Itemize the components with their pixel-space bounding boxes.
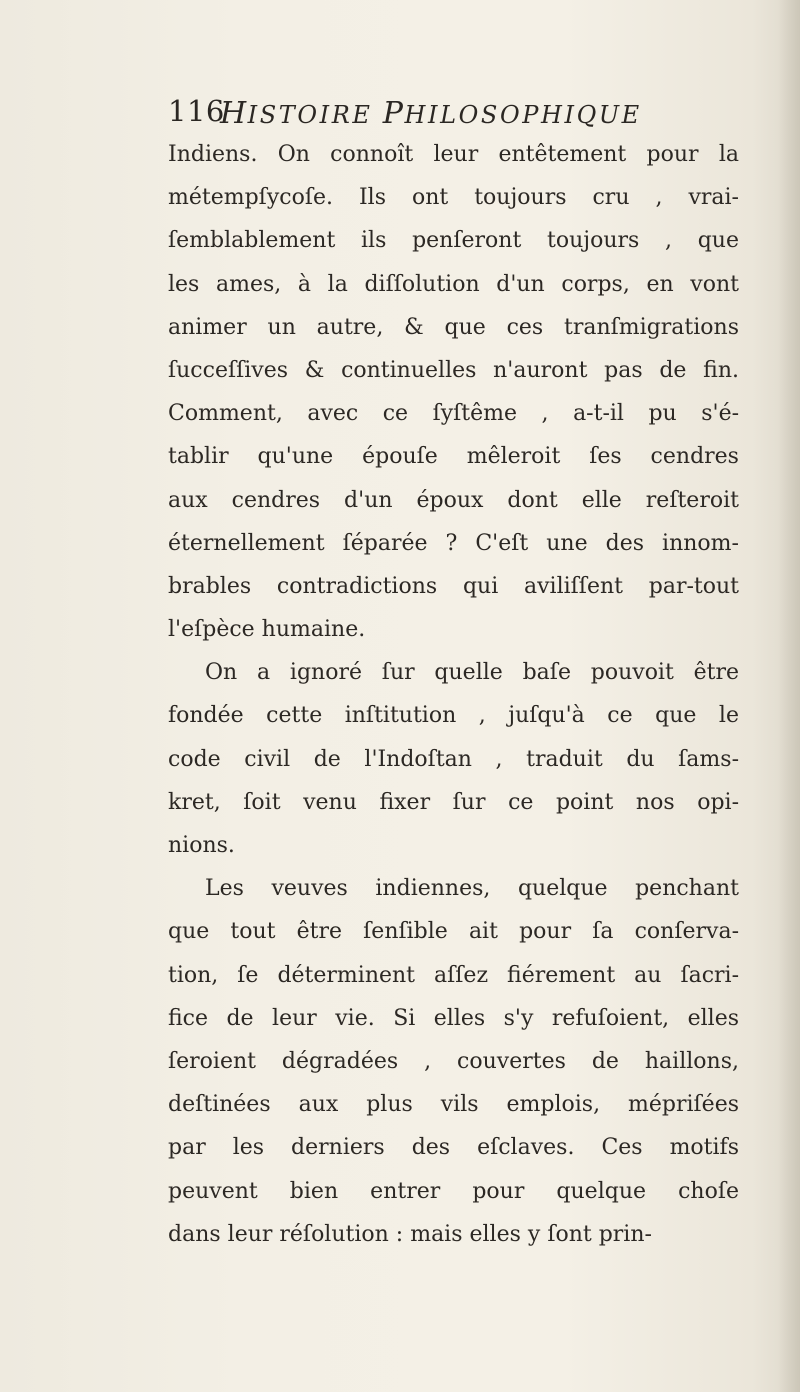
text-line: deſtinées aux plus vils emplois, mépriſées: [168, 1092, 740, 1118]
text-line: métempſycoſe. Ils ont toujours cru , vrai-: [168, 185, 739, 211]
text-line: peuvent bien entrer pour quelque choſe: [168, 1178, 739, 1204]
text-line: Comment, avec ce ſyſtême , a-t-il pu s'é-: [168, 401, 740, 427]
text-line: par les derniers des eſclaves. Ces motifs: [168, 1135, 739, 1161]
text-line: ſucceſſives & continuelles n'auront pas de fin.: [168, 357, 740, 383]
text-line: animer un autre, & que ces tranſmigrations: [168, 314, 739, 340]
text-line: fondée cette inſtitution , juſqu'à ce que le: [168, 703, 739, 729]
text-line: code civil de l'Indoſtan , traduit du ſams-: [168, 746, 740, 772]
page-edge-shadow: [778, 0, 800, 1392]
text-line: dans leur réſolution : mais elles y ſont prin-: [168, 1221, 652, 1247]
body-text: [168, 133, 741, 1256]
page-number: 116: [168, 94, 225, 128]
text-line: aux cendres d'un époux dont elle reſteroit: [168, 487, 739, 513]
text-line: ſeroient dégradées , couvertes de haillons,: [168, 1048, 739, 1074]
text-line: tion, ſe déterminent aſſez fiérement au ſacri-: [168, 962, 740, 988]
text-line: fice de leur vie. Si elles s'y refuſoient, elles: [168, 1005, 740, 1031]
text-line: On a ignoré ſur quelle baſe pouvoit être: [205, 660, 740, 686]
text-line: brables contradictions qui aviliſſent par-tout: [168, 573, 740, 599]
text-line: ſemblablement ils penſeront toujours , que: [168, 228, 739, 254]
text-line: éternellement ſéparée ? C'eſt une des innom-: [168, 530, 739, 556]
text-line: tablir qu'une épouſe mêleroit ſes cendres: [168, 444, 739, 470]
text-line: les ames, à la diſſolution d'un corps, en vont: [168, 271, 739, 297]
text-line: Les veuves indiennes, quelque penchant: [205, 876, 739, 902]
text-line: Indiens. On connoît leur entêtement pour la: [168, 142, 739, 167]
page-header: [168, 92, 728, 132]
running-head: HISTOIRE PHILOSOPHIQUE: [220, 96, 642, 131]
text-line: nions.: [168, 833, 235, 858]
text-line: l'eſpèce humaine.: [168, 617, 366, 643]
text-line: kret, ſoit venu fixer ſur ce point nos opi-: [168, 789, 739, 815]
text-line: que tout être ſenſible ait pour ſa conſerva-: [168, 919, 740, 945]
